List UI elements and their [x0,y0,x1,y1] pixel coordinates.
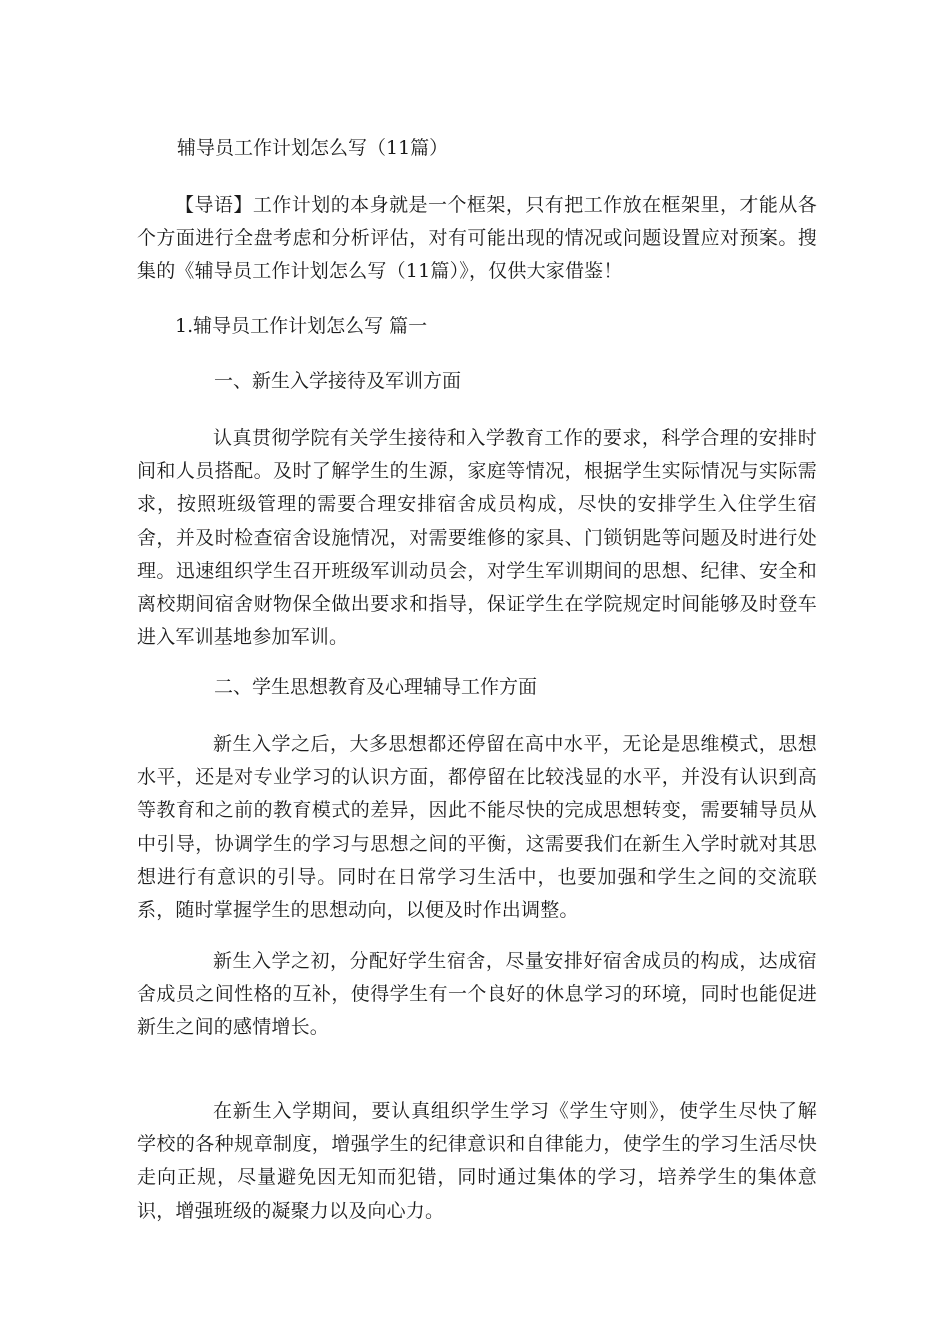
body-paragraph: 认真贯彻学院有关学生接待和入学教育工作的要求，科学合理的安排时间和人员搭配。及时了解学生的生源，家庭等情况，根据学生实际情况与实际需求，按照班级管理的需要合理安排宿舍成员构成，尽快的安排学生入住学生宿舍，并及时检查宿舍设施情况，对需要维修的家具、门锁钥匙等问题及时进行处理。迅速组织学生召开班级军训动员会，对学生军训期间的思想、纪律、安全和离校期间宿舍财物保全做出要求和指导，保证学生在学院规定时间能够及时登车进入军训基地参加军训。 [137,427,817,649]
document-title: 辅导员工作计划怎么写（11篇） [177,137,449,159]
body-paragraph: 在新生入学期间，要认真组织学生学习《学生守则》，使学生尽快了解学校的各种规章制度，增强学生的纪律意识和自律能力，使学生的学习生活尽快走向正规，尽量避免因无知而犯错，同时通过集体的学习，培养学生的集体意识，增强班级的凝聚力以及向心力。 [137,1100,817,1222]
body-paragraph: 新生入学之后，大多思想都还停留在高中水平，无论是思维模式，思想水平，还是对专业学习的认识方面，都停留在比较浅显的水平，并没有认识到高等教育和之前的教育模式的差异，因此不能尽快的完成思想转变，需要辅导员从中引导，协调学生的学习与思想之间的平衡，这需要我们在新生入学时就对其思想进行有意识的引导。同时在日常学习生活中，也要加强和学生之间的交流联系，随时掌握学生的思想动向，以便及时作出调整。 [137,733,817,922]
body-paragraph: 新生入学之初，分配好学生宿舍，尽量安排好宿舍成员的构成，达成宿舍成员之间性格的互补，使得学生有一个良好的休息学习的环境，同时也能促进新生之间的感情增长。 [137,950,817,1039]
section-title: 1.辅导员工作计划怎么写 篇一 [175,315,428,337]
intro-paragraph: 【导语】工作计划的本身就是一个框架，只有把工作放在框架里，才能从各个方面进行全盘考虑和分析评估，对有可能出现的情况或问题设置应对预案。搜集的《辅导员工作计划怎么写（11篇）》，仅供大家借鉴！ [137,194,817,283]
subsection-heading: 二、学生思想教育及心理辅导工作方面 [214,676,538,698]
subsection-heading: 一、新生入学接待及军训方面 [214,370,462,392]
